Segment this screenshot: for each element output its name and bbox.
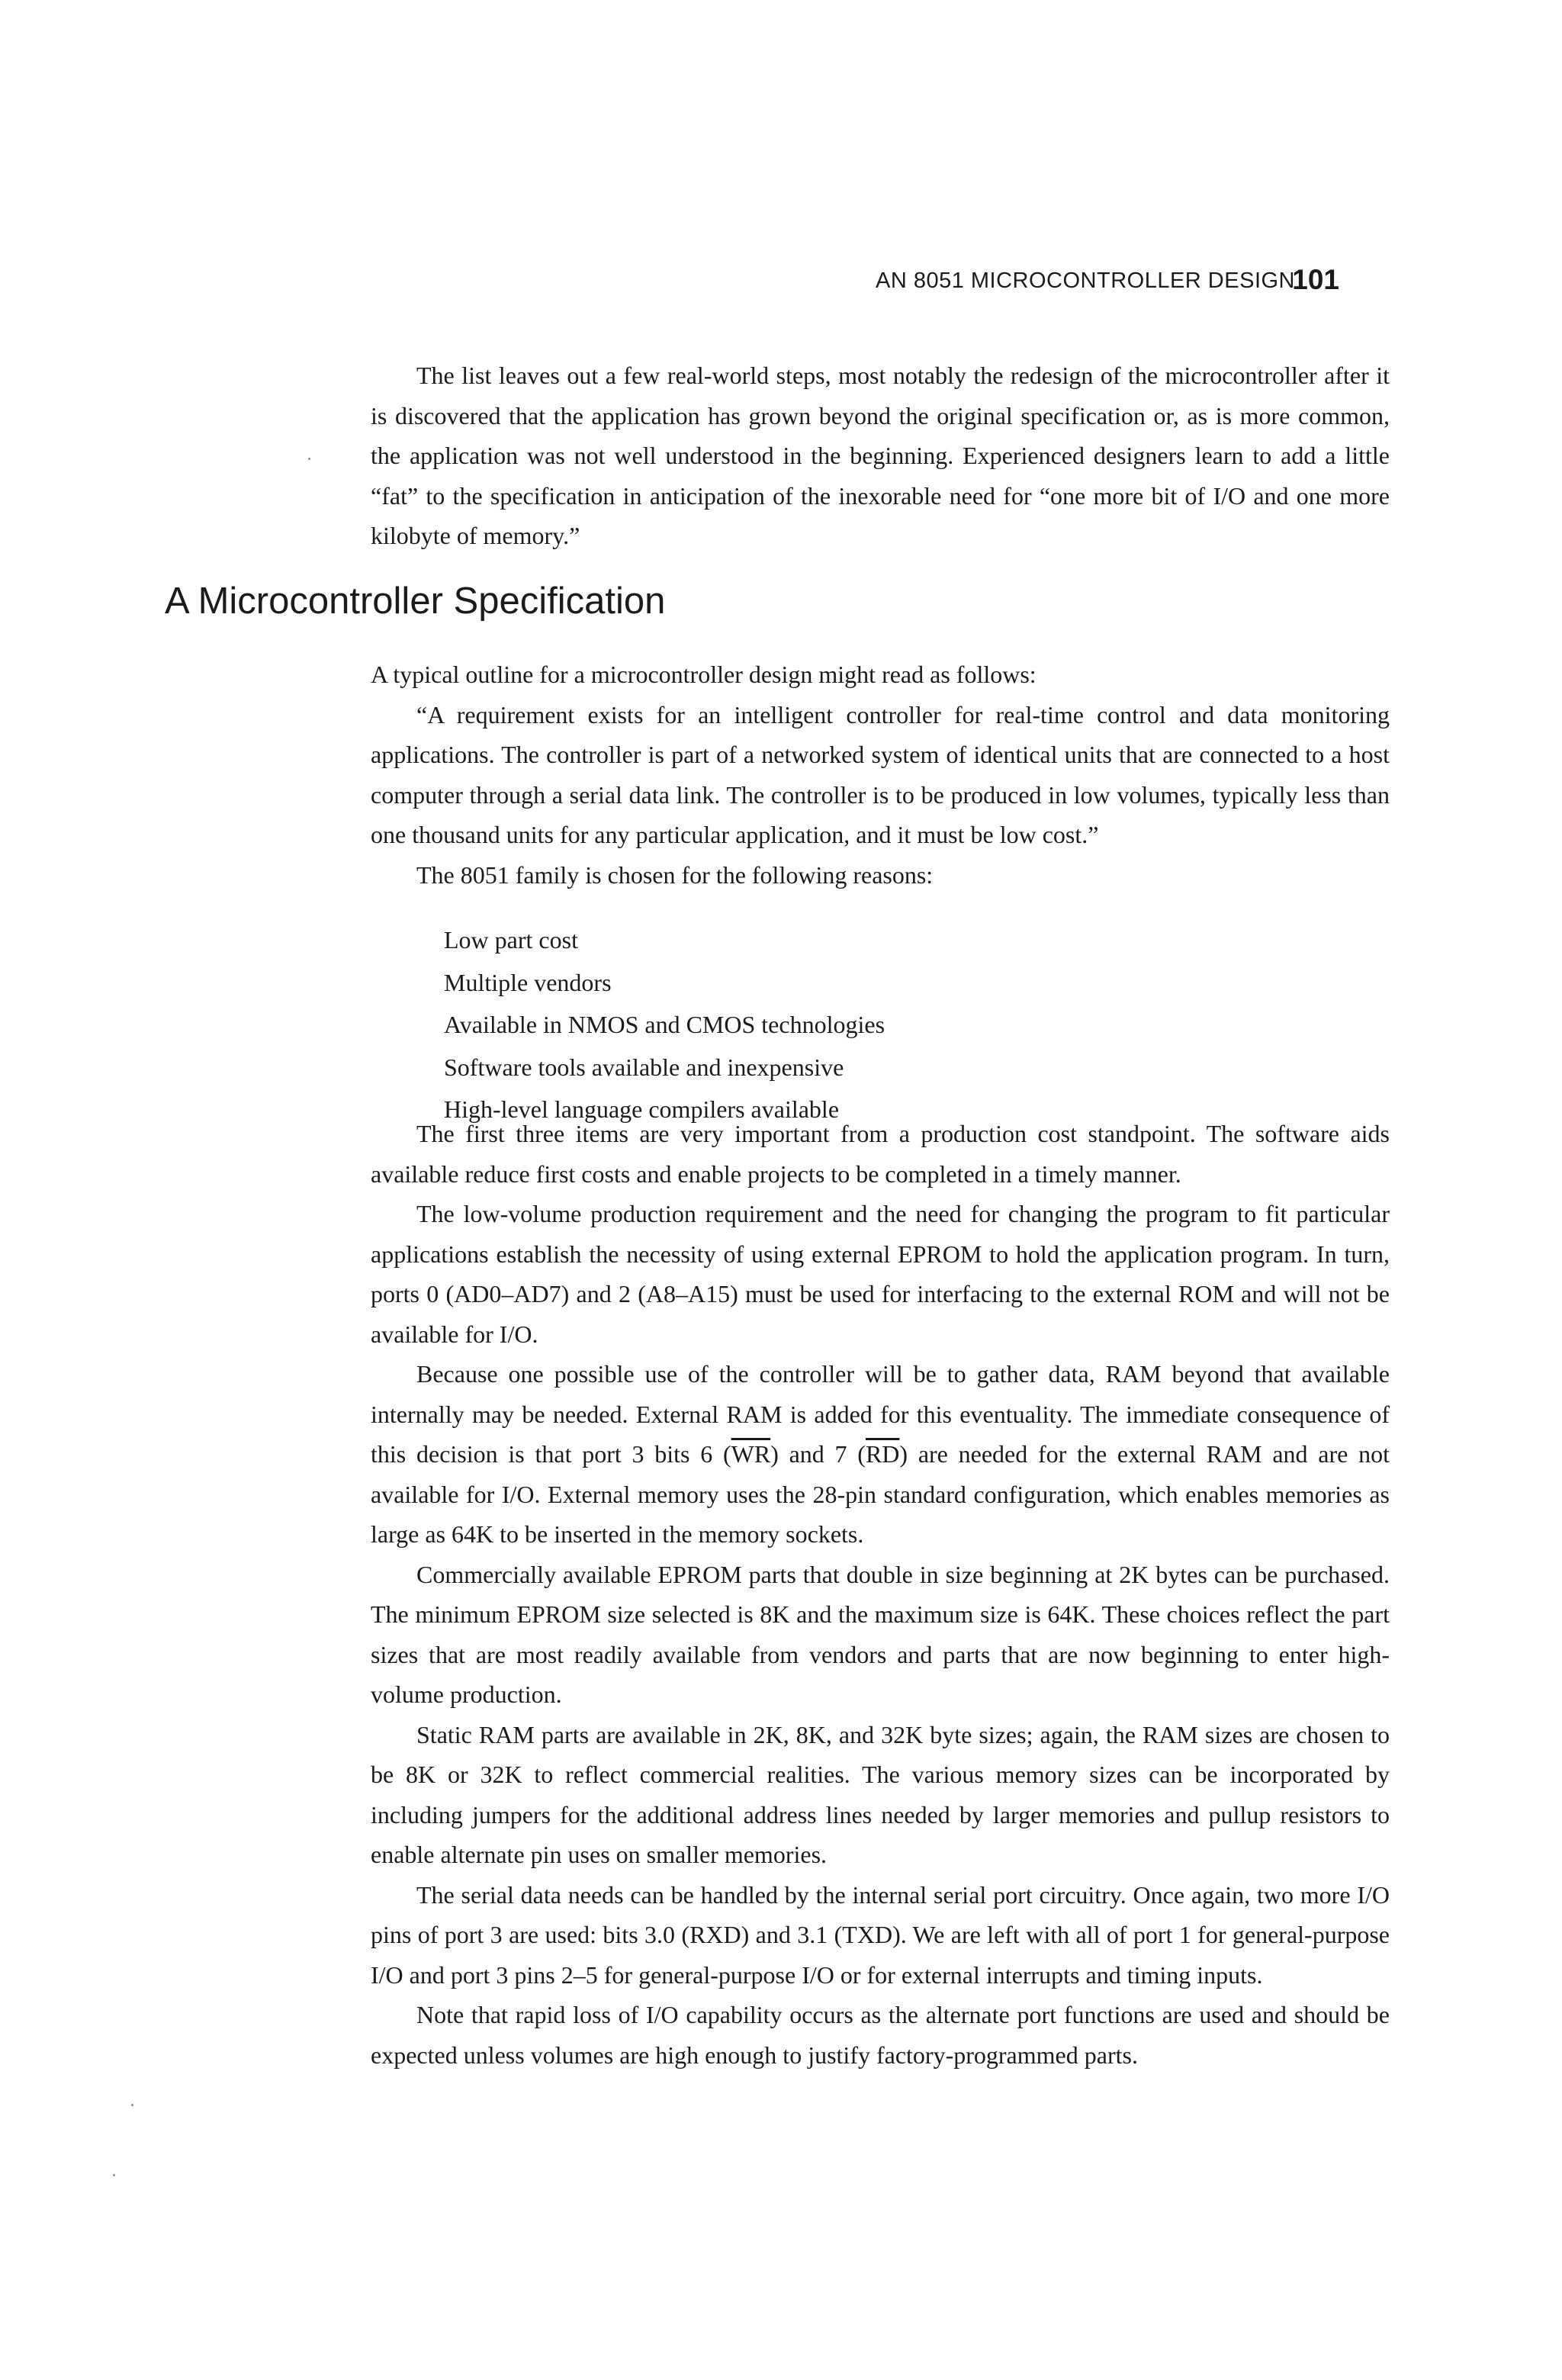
body-paragraph-external-eprom: The low-volume production requirement and the need for changing the program to fit particular applications establish the necessity of using external EPROM to hold the application program. In turn, ports 0 (AD0–AD7) and 2 (A8–A15) must be used for interfacing to the external ROM and will not be available for I/O. bbox=[371, 1200, 1390, 1348]
reason-item: Low part cost bbox=[444, 926, 578, 954]
reason-item: Available in NMOS and CMOS technologies bbox=[444, 1011, 885, 1038]
ram-text-middle: ) and 7 ( bbox=[770, 1440, 866, 1468]
scan-speck bbox=[131, 2104, 133, 2106]
reason-item: Software tools available and inexpensive bbox=[444, 1053, 844, 1081]
body-paragraph-io-loss: Note that rapid loss of I/O capability occurs as the alternate port functions are used and should be expected unless volumes are high enough to justify factory-programmed parts. bbox=[371, 2001, 1390, 2069]
specification-text bbox=[371, 654, 1390, 1148]
design-analysis-text bbox=[371, 1114, 1390, 2075]
body-paragraph-eprom-sizes: Commercially available EPROM parts that double in size beginning at 2K bytes can be purchased. The minimum EPROM size selected is 8K and the maximum size is 64K. These choices reflect the part sizes that are most readily available from vendors and parts that are now beginning to enter high-volume production. bbox=[371, 1560, 1390, 1708]
ram-text-end: ) are needed for the external RAM and are not available for I/O. External memory uses the 28-pin standard configuration, which enables memories as large as 64K to be inserted in the memory sockets. bbox=[371, 1440, 1390, 1548]
intro-text bbox=[371, 355, 1390, 556]
ram-text-start: Because one possible use of the controller will be to gather data, RAM beyond that available internally may be needed. External RAM is added for this eventuality. The immediate consequence of this decision is that port 3 bits 6 ( bbox=[371, 1360, 1390, 1468]
wr-signal: $\overline{WR}$ bbox=[731, 1440, 771, 1468]
body-paragraph-production-cost: The first three items are very important from a production cost standpoint. The software aids available reduce first costs and enable projects to be completed in a timely manner. bbox=[371, 1120, 1390, 1188]
reason-item: High-level language compilers available bbox=[444, 1095, 840, 1123]
page-number: 101 bbox=[1292, 264, 1339, 295]
body-paragraph-external-ram bbox=[371, 1354, 1390, 1555]
section-heading: A Microcontroller Specification bbox=[165, 581, 666, 622]
spec-lead-paragraph: A typical outline for a microcontroller design might read as follows: bbox=[371, 661, 1037, 688]
spec-quote-paragraph: “A requirement exists for an intelligent controller for real-time control and data monitoring applications. The controller is part of a networked system of identical units that are connected to a host computer through a serial data link. The controller is to be produced in low volumes, typically less than one thousand units for any particular application, and it must be low cost.” bbox=[371, 700, 1390, 848]
body-paragraph-serial-port: The serial data needs can be handled by the internal serial port circuitry. Once again, two more I/O pins of port 3 are used: bits 3.0 (RXD) and 3.1 (TXD). We are left with all of port 1 for general-purpose I/O and port 3 pins 2–5 for general-purpose I/O or for external interrupts and timing inputs. bbox=[371, 1880, 1390, 1989]
scan-speck bbox=[113, 2174, 115, 2176]
running-head: AN 8051 MICROCONTROLLER DESIGN bbox=[875, 269, 1295, 293]
intro-paragraph: The list leaves out a few real-world steps, most notably the redesign of the microcontroller after it is discovered that the application has grown beyond the original specification or, as is more common, the application was not well understood in the beginning. Experienced designers learn to add a little “fat” to the specification in anticipation of the inexorable need for “one more bit of I/O and one more kilobyte of memory.” bbox=[371, 362, 1390, 549]
body-paragraph-ram-sizes: Static RAM parts are available in 2K, 8K, and 32K byte sizes; again, the RAM sizes are chosen to be 8K or 32K to reflect commercial realities. The various memory sizes can be incorporated by including jumpers for the additional address lines needed by larger memories and pullup resistors to enable alternate pin uses on smaller memories. bbox=[371, 1720, 1390, 1868]
reasons-intro-paragraph: The 8051 family is chosen for the following reasons: bbox=[416, 860, 934, 889]
rd-signal: $\overline{RD}$ bbox=[865, 1440, 900, 1468]
reason-item: Multiple vendors bbox=[444, 968, 612, 996]
reasons-list bbox=[371, 895, 1390, 1148]
scan-speck bbox=[308, 458, 310, 460]
